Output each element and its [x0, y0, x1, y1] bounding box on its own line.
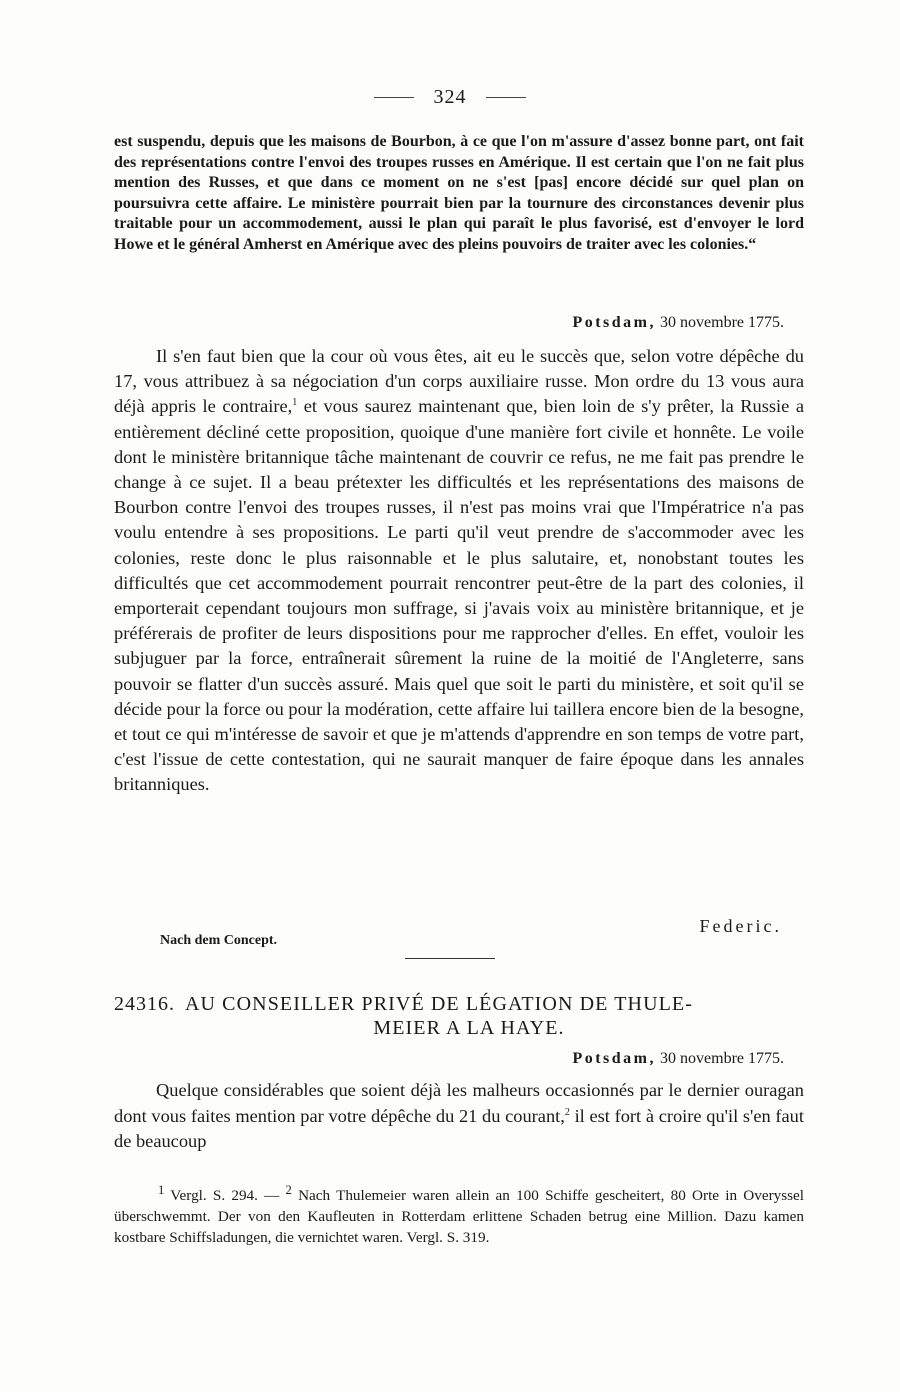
letter-1-text-b: et vous saurez maintenant que, bien loin de s'y prêter, la Russie a entièrement décliné cette proposition, quoique d'une manière fort civile et honnête. Le voile dont le ministère britannique tâche maintenant de couvrir ce refus, ne me fait pas prendre le change à ce sujet. Il a beau prétexter les difficultés et les représentations des maisons de Bourbon contre l'envoi des troupes russes, il n'est pas moins vrai que l'Impératrice n'a pas voulu entendre à ses propositions. Le parti qu'il veut prendre de s'accommoder avec les colonies, reste donc le plus raisonnable et le plus salutaire, et, nonobstant toutes les difficultés que cet accommodement pourrait rencontrer peut-être de la part des colonies, il emporterait cependant toujours mon suffrage, si j'avais voix au ministère britannique, et je préférerais de profiter de leurs dispositions pour me rapprocher d'elles. En effet, vouloir les subjuguer par la force, entraînerait sûrement la ruine de la moitié de l'Angleterre, sans pouvoir se flatter d'un succès assuré. Mais quel que soit le parti du ministère, et soit qu'il se décide pour la force ou pour la modération, cette affaire lui taillera encore bien de la besogne, et tout ce qui m'intéresse de savoir et que je m'attends d'apprendre en son temps de votre part, c'est l'issue de cette contestation, qui ne saurait manquer de faire époque dans les annales britanniques. [114, 396, 804, 795]
dateline-2-place: Potsdam, [572, 1050, 657, 1067]
letter-2-text-b: il est fort à croire qu'il s'en faut de beaucoup [114, 1105, 804, 1151]
footnote-ref-2: 2 [564, 1106, 570, 1118]
footnotes [114, 1180, 804, 1248]
page-number: 324 [433, 86, 467, 108]
dateline-1-place: Potsdam, [572, 314, 657, 331]
source-note: Nach dem Concept. [160, 933, 278, 948]
dateline-1 [572, 314, 784, 332]
letter-2-body [114, 1078, 804, 1155]
heading-title-1: AU CONSEILLER PRIVÉ DE LÉGATION DE THULE- [185, 993, 694, 1015]
dateline-2-date: 30 novembre 1775. [660, 1050, 784, 1067]
letter-1-body [114, 344, 804, 798]
letter-1-text-a: Il s'en faut bien que la cour où vous êtes, ait eu le succès que, selon votre dépêche du 17, vous attribuez à sa négociation d'un corps auxiliaire russe. Mon ordre du 13 vous aura déjà appris le contraire, [114, 346, 804, 417]
letter-2-text-a: Quelque considérables que soient déjà les malheurs occasionnés par le dernier ouragan dont vous faites mention par votre dépêche du 21 du courant, [114, 1080, 804, 1126]
letter-number: 24316. [114, 993, 175, 1015]
signature: Federic. [699, 916, 782, 936]
letter-2-heading [114, 992, 804, 1040]
dateline-2 [572, 1050, 784, 1068]
section-divider [405, 958, 495, 959]
dateline-1-date: 30 novembre 1775. [660, 314, 784, 331]
heading-line-1 [114, 992, 804, 1016]
heading-title-2: MEIER A LA HAYE. [373, 1017, 565, 1039]
header-dash-left [374, 97, 414, 98]
quoted-report-text: est suspendu, depuis que les maisons de Bourbon, à ce que l'on m'assure d'assez bonne part, ont fait des représentations contre l'envoi des troupes russes en Amérique. Il est certain que l'on ne fait plus mention des Russes, et que dans ce moment on ne s'est [pas] encore décidé sur quel plan on poursuivra cette affaire. Le ministère pourrait bien par la tournure des circonstances devenir plus traitable pour un accommodement, aussi le plan qui paraît le plus favorisé, est d'envoyer le lord Howe et le général Amherst en Amérique avec des pleins pouvoirs de traiter avec les colonies.“ [114, 133, 804, 253]
header-dash-right [486, 97, 526, 98]
footnote-text [114, 1180, 804, 1248]
page-header [0, 86, 900, 109]
footnote-mark-2: 2 [285, 1183, 292, 1197]
footnote-ref-1: 1 [292, 397, 298, 409]
footnote-2-text: Nach Thulemeier waren allein an 100 Schiffe gescheitert, 80 Orte in Overyssel überschwemmt. Der von den Kaufleuten in Rotterdam erlittene Schaden betrug eine Million. Dazu kamen kostbare Schiffsladungen, die vernichtet waren. Vergl. S. 319. [114, 1187, 804, 1247]
letter-2-paragraph [114, 1078, 804, 1155]
footnote-mark-1: 1 [158, 1183, 165, 1197]
footnote-1-text: Vergl. S. 294. — [164, 1187, 286, 1205]
letter-1-paragraph [114, 344, 804, 798]
